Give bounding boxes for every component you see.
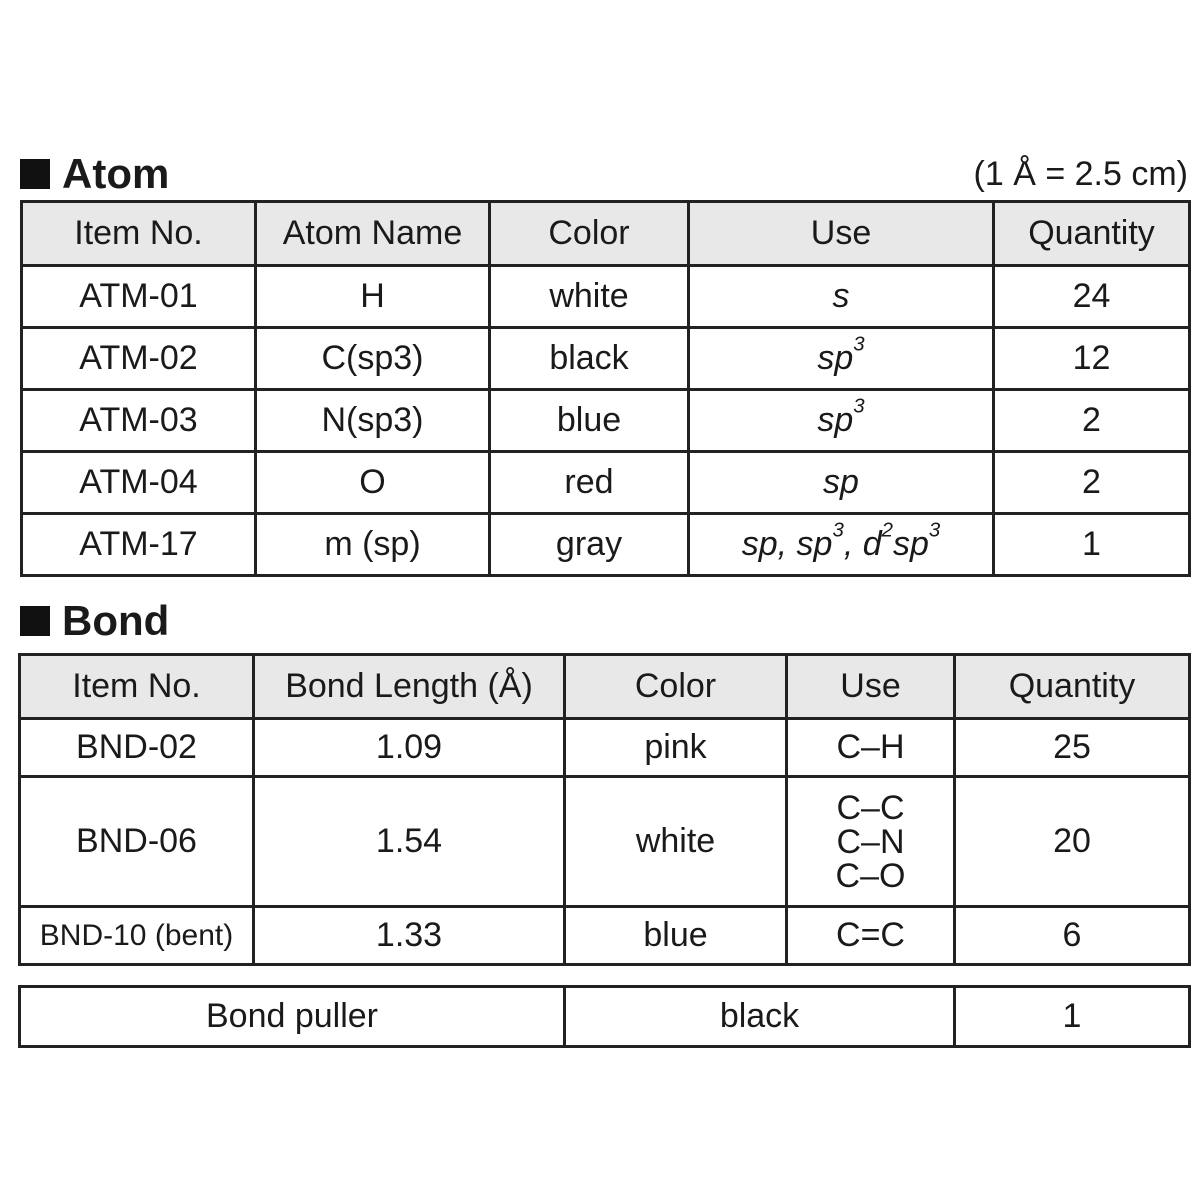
use-superscript: 3 xyxy=(832,519,844,542)
cell-puller-quantity: 1 xyxy=(955,987,1190,1047)
cell-quantity: 20 xyxy=(955,777,1190,907)
col-header-item-no: Item No. xyxy=(22,202,256,266)
use-superscript: 2 xyxy=(881,519,893,542)
cell-use xyxy=(689,514,994,576)
black-square-icon xyxy=(20,606,50,636)
cell-use: C=C xyxy=(787,907,955,965)
bond-section-header xyxy=(20,592,1188,642)
bond-header-row xyxy=(20,655,1190,719)
use-superscript: 3 xyxy=(928,519,941,542)
cell-atom-name: O xyxy=(256,452,490,514)
use-line: C–O xyxy=(835,856,906,895)
cell-puller-color: black xyxy=(565,987,955,1047)
col-header-use: Use xyxy=(787,655,955,719)
use-text: sp xyxy=(817,401,854,439)
cell-color: blue xyxy=(565,907,787,965)
cell-atom-name: N(sp3) xyxy=(256,390,490,452)
cell-quantity: 6 xyxy=(955,907,1190,965)
cell-color: black xyxy=(490,328,689,390)
col-header-bond-length: Bond Length (Å) xyxy=(254,655,565,719)
cell-use xyxy=(787,777,955,907)
cell-quantity: 12 xyxy=(994,328,1190,390)
table-row xyxy=(22,514,1190,576)
use-text: sp xyxy=(823,463,859,501)
col-header-color: Color xyxy=(565,655,787,719)
cell-bond-length: 1.54 xyxy=(254,777,565,907)
cell-quantity: 25 xyxy=(955,719,1190,777)
black-square-icon xyxy=(20,159,50,189)
cell-atom-name: C(sp3) xyxy=(256,328,490,390)
cell-use xyxy=(689,266,994,328)
cell-use: C–H xyxy=(787,719,955,777)
use-superscript: 3 xyxy=(853,333,865,356)
table-row xyxy=(22,266,1190,328)
table-row xyxy=(20,777,1190,907)
cell-color: white xyxy=(490,266,689,328)
use-superscript: 3 xyxy=(853,395,865,418)
use-line: C–C xyxy=(836,788,905,827)
col-header-color: Color xyxy=(490,202,689,266)
cell-use xyxy=(689,390,994,452)
atom-table xyxy=(20,200,1191,577)
cell-atom-name: H xyxy=(256,266,490,328)
cell-quantity: 2 xyxy=(994,390,1190,452)
cell-item-no: ATM-03 xyxy=(22,390,256,452)
bond-title-text: Bond xyxy=(62,597,170,644)
cell-quantity: 1 xyxy=(994,514,1190,576)
cell-color: pink xyxy=(565,719,787,777)
bond-table xyxy=(18,653,1191,966)
cell-item-no: ATM-02 xyxy=(22,328,256,390)
use-text: sp, sp xyxy=(741,525,833,563)
cell-quantity: 2 xyxy=(994,452,1190,514)
cell-color: gray xyxy=(490,514,689,576)
cell-item-no: ATM-01 xyxy=(22,266,256,328)
scale-note: (1 Å = 2.5 cm) xyxy=(973,155,1188,193)
col-header-use: Use xyxy=(689,202,994,266)
cell-color: white xyxy=(565,777,787,907)
cell-use xyxy=(689,452,994,514)
col-header-item-no: Item No. xyxy=(20,655,254,719)
cell-item-no: ATM-04 xyxy=(22,452,256,514)
cell-quantity: 24 xyxy=(994,266,1190,328)
atom-section-title xyxy=(20,150,170,197)
cell-item-no: BND-10 (bent) xyxy=(20,907,254,965)
cell-color: blue xyxy=(490,390,689,452)
table-row xyxy=(20,907,1190,965)
use-line: C–N xyxy=(836,822,905,861)
col-header-atom-name: Atom Name xyxy=(256,202,490,266)
cell-bond-length: 1.33 xyxy=(254,907,565,965)
cell-bond-length: 1.09 xyxy=(254,719,565,777)
cell-use xyxy=(689,328,994,390)
atom-header-row xyxy=(22,202,1190,266)
table-row xyxy=(20,987,1190,1047)
bond-puller-table xyxy=(18,985,1191,1048)
cell-puller-name: Bond puller xyxy=(20,987,565,1047)
cell-atom-name: m (sp) xyxy=(256,514,490,576)
atom-title-text: Atom xyxy=(62,150,170,197)
cell-item-no: ATM-17 xyxy=(22,514,256,576)
use-text: sp xyxy=(892,525,929,563)
bond-section-title xyxy=(20,597,170,644)
table-row xyxy=(22,452,1190,514)
col-header-quantity: Quantity xyxy=(955,655,1190,719)
cell-item-no: BND-02 xyxy=(20,719,254,777)
table-row xyxy=(22,328,1190,390)
use-text: sp xyxy=(817,339,854,377)
cell-color: red xyxy=(490,452,689,514)
atom-section-header xyxy=(20,145,1188,195)
use-text: s xyxy=(832,277,850,315)
use-text: , d xyxy=(843,525,882,563)
cell-item-no: BND-06 xyxy=(20,777,254,907)
col-header-quantity: Quantity xyxy=(994,202,1190,266)
table-row xyxy=(20,719,1190,777)
table-row xyxy=(22,390,1190,452)
